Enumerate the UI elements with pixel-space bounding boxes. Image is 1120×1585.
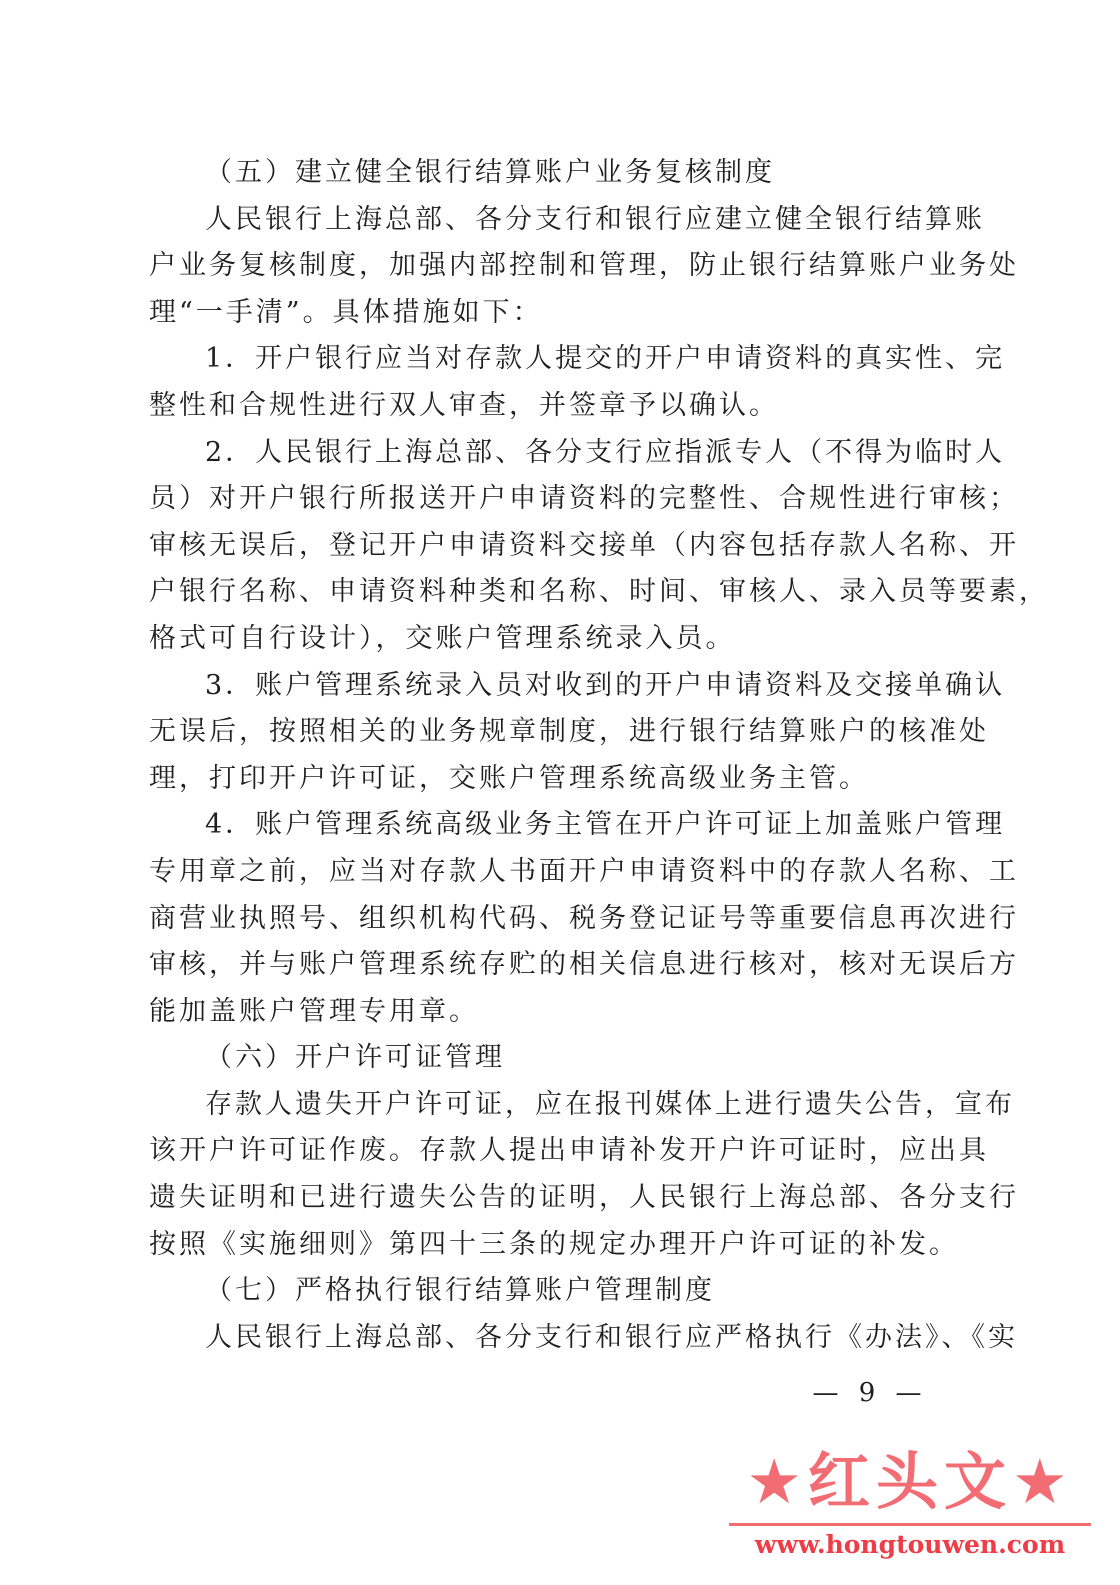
text-line: 人民银行上海总部、各分支行和银行应建立健全银行结算账: [205, 203, 985, 235]
text-line: 户银行名称、申请资料种类和名称、时间、审核人、录入员等要素，: [149, 576, 1049, 608]
text-line: 整性和合规性进行双人审查，并签章予以确认。: [149, 389, 779, 421]
watermark-url[interactable]: www.hongtouwen.com: [754, 1530, 1066, 1559]
text-line: 审核无误后，登记开户申请资料交接单（内容包括存款人名称、开: [149, 529, 1019, 561]
text-line: 2．人民银行上海总部、各分支行应指派专人（不得为临时人: [205, 436, 1006, 468]
text-line: 人民银行上海总部、各分支行和银行应严格执行《办法》、《实: [205, 1321, 1018, 1353]
document-body: [149, 150, 1049, 1361]
text-line: 3．账户管理系统录入员对收到的开户申请资料及交接单确认: [205, 669, 1006, 701]
text-line: 4．账户管理系统高级业务主管在开户许可证上加盖账户管理: [205, 809, 1006, 841]
text-line: 遗失证明和已进行遗失公告的证明，人民银行上海总部、各分支行: [149, 1182, 1019, 1214]
watermark-divider: [729, 1523, 1091, 1526]
text-line: 审核，并与账户管理系统存贮的相关信息进行核对，核对无误后方: [149, 949, 1019, 981]
site-watermark[interactable]: [725, 1440, 1095, 1570]
section-heading: （六）开户许可证管理: [205, 1042, 505, 1074]
text-line: 该开户许可证作废。存款人提出申请补发开户许可证时，应出具: [149, 1135, 989, 1167]
text-line: 商营业执照号、组织机构代码、税务登记证号等重要信息再次进行: [149, 902, 1019, 934]
page-number: — 9 —: [812, 1378, 928, 1408]
text-line: 专用章之前，应当对存款人书面开户申请资料中的存款人名称、工: [149, 855, 1019, 887]
text-line: 按照《实施细则》第四十三条的规定办理开户许可证的补发。: [149, 1228, 959, 1260]
text-line: 能加盖账户管理专用章。: [149, 995, 479, 1027]
text-line: 1．开户银行应当对存款人提交的开户申请资料的真实性、完: [205, 343, 1006, 375]
watermark-title-text: 红头文: [807, 1445, 1012, 1518]
text-line: 员）对开户银行所报送开户申请资料的完整性、合规性进行审核；: [149, 483, 1019, 515]
watermark-title: [725, 1440, 1095, 1524]
section-heading: （五）建立健全银行结算账户业务复核制度: [205, 157, 775, 188]
section-heading: （七）严格执行银行结算账户管理制度: [205, 1275, 715, 1307]
text-line: 理，打印开户许可证，交账户管理系统高级业务主管。: [149, 762, 869, 794]
text-line: 无误后，按照相关的业务规章制度，进行银行结算账户的核准处: [149, 716, 989, 748]
star-right-icon: ★: [1012, 1445, 1074, 1518]
text-line: 户业务复核制度，加强内部控制和管理，防止银行结算账户业务处: [149, 250, 1019, 282]
text-line: 存款人遗失开户许可证，应在报刊媒体上进行遗失公告，宣布: [205, 1088, 1015, 1120]
star-left-icon: ★: [746, 1445, 808, 1518]
text-line: 理“一手清”。具体措施如下：: [149, 296, 543, 328]
text-line: 格式可自行设计），交账户管理系统录入员。: [149, 622, 736, 654]
